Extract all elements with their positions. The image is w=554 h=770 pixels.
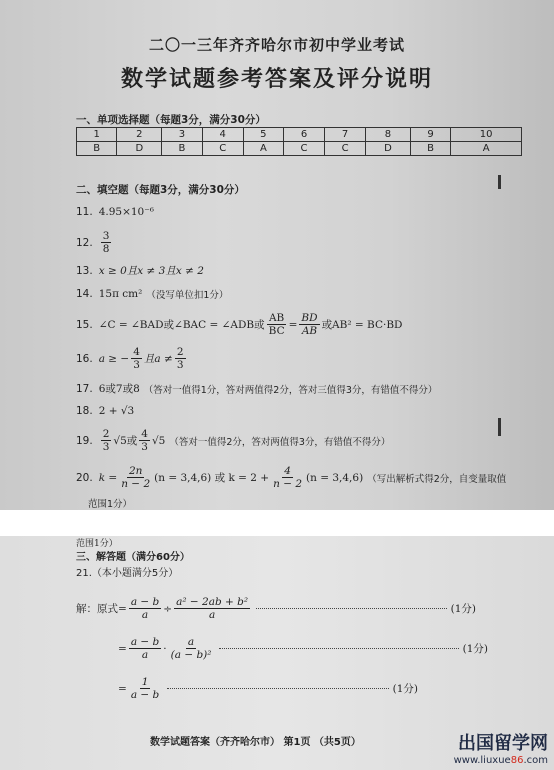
- fraction: $\frac{2}{3}$: [102, 428, 110, 454]
- answer-11: 11. 4.95×10⁻⁶: [76, 206, 154, 218]
- answer-20: 20. k = $\frac{2n}{n - 2}$ (n = 3,4,6) 或 k = 2 + $\frac{4}{n - 2}$ (n = 3,4,6) （写出解析式得2分，自变量取值: [76, 465, 507, 491]
- section3-heading: 三、解答题（满分60分）: [76, 552, 190, 563]
- fraction: $\frac{\text{a² − 2ab + b²}}{a}$: [176, 596, 249, 622]
- fraction: $\frac{2}{3}$: [176, 346, 184, 372]
- answer-12: 12. $\frac{3}{8}$: [76, 230, 110, 256]
- answer-19: 19. $\frac{2}{3}$ √5或 $\frac{4}{3}$ √5 （答对一值得2分，答对两值得3分，有错值不得分）: [76, 428, 391, 454]
- answer-cell: B: [162, 142, 202, 156]
- solution-line-1: 解：原式= $\frac{a - b}{a}$ ÷ $\frac{\text{a² − 2ab + b²}}{a}$ (1分): [76, 596, 476, 622]
- score: (1分): [392, 683, 418, 696]
- answer-cell: A: [243, 142, 283, 156]
- choice-answer-table: [76, 127, 522, 156]
- answer-18: 18. 2 + √3: [76, 405, 135, 417]
- answer-14: 14. 15π cm² （没写单位扣1分）: [76, 288, 229, 301]
- score: (1分): [450, 603, 476, 616]
- section1-heading: 一、单项选择题（每题3分，满分30分）: [76, 114, 266, 126]
- question-number-cell: 10: [451, 128, 522, 142]
- fraction: $\frac{4}{3}$: [141, 428, 148, 454]
- question-number-cell: 1: [77, 128, 117, 142]
- leader-dots: [256, 608, 447, 609]
- question-number-cell: 5: [243, 128, 283, 142]
- answer-16: 16. a ≥ − $\frac{4}{3}$ 且a ≠ $\frac{2}{3}$: [76, 346, 184, 372]
- exam-title: 二〇一三年齐齐哈尔市初中学业考试: [148, 36, 405, 54]
- answer-17: 17. 6或7或8 （答对一值得1分，答对两值得2分，答对三值得3分，有错值不得分）: [76, 382, 438, 396]
- fraction: $\frac{BD}{AB}$: [301, 312, 318, 338]
- score: (1分): [462, 643, 488, 656]
- section2-heading: 二、填空题（每题3分，满分30分）: [76, 184, 245, 196]
- fraction: $\frac{AB}{BC}$: [268, 312, 285, 338]
- answer-cell: C: [325, 142, 366, 156]
- fraction: $\frac{a - b}{a}$: [130, 636, 160, 662]
- watermark-title: 出国留学网: [458, 733, 548, 754]
- answer-cell: B: [410, 142, 450, 156]
- answer-cell: B: [77, 142, 117, 156]
- leader-dots: [219, 648, 458, 649]
- fraction: $\frac{4}{n - 2}$: [273, 465, 303, 491]
- answer-20-continued: 范围1分）: [88, 499, 133, 510]
- fraction: $\frac{3}{8}$: [102, 230, 110, 256]
- answer-cell: D: [366, 142, 411, 156]
- fraction: $\frac{a - b}{a}$: [130, 596, 160, 622]
- question-number-cell: 6: [284, 128, 325, 142]
- solve-label: 解：原式=: [76, 603, 127, 616]
- scan-mark: [498, 175, 501, 189]
- page-footer: 数学试题答案（齐齐哈尔市） 第1页 （共5页）: [150, 737, 361, 748]
- solution-line-3: = $\frac{1}{a - b}$ (1分): [118, 676, 418, 702]
- question-number-cell: 7: [325, 128, 366, 142]
- question-number-cell: 9: [410, 128, 450, 142]
- answer-cell: A: [451, 142, 522, 156]
- answer-cell: C: [202, 142, 243, 156]
- answer-13: 13. x ≥ 0且x ≠ 3且x ≠ 2: [76, 264, 204, 277]
- solution-line-2: = $\frac{a - b}{a}$ · $\frac{a}{\text{(a − b)²}}$ (1分): [118, 636, 488, 662]
- fraction: $\frac{a}{\text{(a − b)²}}$: [170, 636, 212, 662]
- watermark-url: www.liuxue86.com: [453, 755, 548, 766]
- answer-cell: D: [117, 142, 162, 156]
- question-number-cell: 4: [202, 128, 243, 142]
- question-number-cell: 8: [366, 128, 411, 142]
- question-number-row: [77, 128, 522, 142]
- leader-dots: [167, 688, 388, 689]
- fraction: $\frac{4}{3}$: [133, 346, 140, 372]
- answer-15: 15. ∠C = ∠BAD或∠BAC = ∠ADB或 $\frac{AB}{BC}$ = $\frac{BD}{AB}$ 或AB² = BC·BD: [76, 312, 403, 338]
- question-number-cell: 3: [162, 128, 202, 142]
- answer-cell: C: [284, 142, 325, 156]
- scan-mark: [498, 418, 501, 436]
- fraction: $\frac{2n}{n - 2}$: [121, 465, 151, 491]
- answer-row: [77, 142, 522, 156]
- question-number-cell: 2: [117, 128, 162, 142]
- document-title: 数学试题参考答案及评分说明: [120, 66, 433, 92]
- fraction: $\frac{1}{a - b}$: [130, 676, 160, 702]
- cut-off-text: 范围1分）: [76, 539, 118, 549]
- site-watermark: [454, 729, 548, 766]
- question-21-heading: 21.（本小题满分5分）: [76, 568, 179, 579]
